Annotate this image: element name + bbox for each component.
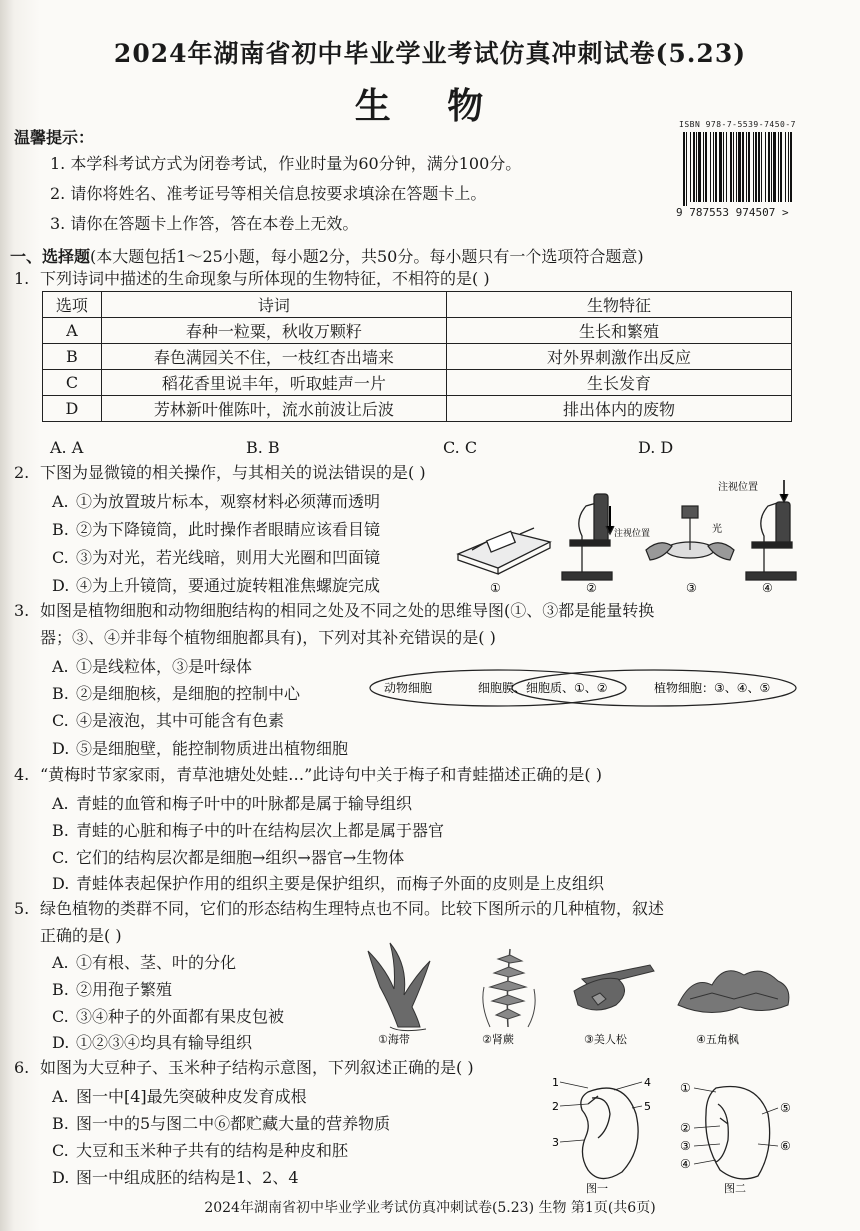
question-number: 4. bbox=[14, 765, 30, 784]
question-stem: 绿色植物的类群不同，它们的形态结构生理特点也不同。比较下图所示的几种植物，叙述 bbox=[40, 899, 665, 918]
option-a bbox=[52, 791, 412, 814]
option-text: 青蛙体表起保护作用的组织主要是保护组织，而梅子外面的皮则是上皮组织 bbox=[76, 874, 605, 893]
leader-lines bbox=[560, 1082, 642, 1142]
option-text: ⑤是细胞壁，能控制物质进出植物细胞 bbox=[76, 739, 349, 758]
barcode-bar bbox=[733, 132, 734, 202]
seed-label: ① bbox=[680, 1081, 691, 1095]
question-4 bbox=[14, 764, 602, 786]
fig-label: ③ bbox=[686, 581, 697, 595]
answer-option: C. C bbox=[443, 438, 478, 457]
tip-item: 1. 本学科考试方式为闭卷考试，作业时量为60分钟，满分100分。 bbox=[50, 154, 522, 173]
maple-icon bbox=[678, 971, 789, 1013]
microscope-lower-icon bbox=[562, 494, 614, 580]
question-3 bbox=[14, 600, 654, 622]
table-cell: 春种一粒粟，秋收万颗籽 bbox=[101, 318, 446, 344]
option-text: 图一中组成胚的结构是1、2、4 bbox=[76, 1168, 299, 1187]
option-d bbox=[52, 573, 380, 596]
table-row bbox=[43, 396, 792, 422]
seed-label: ⑥ bbox=[780, 1139, 791, 1153]
option-c bbox=[52, 1138, 348, 1161]
option-d bbox=[52, 1165, 299, 1188]
question-number: 2. bbox=[14, 463, 30, 482]
barcode-bar bbox=[698, 132, 701, 202]
venn-middle-label: 细胞膜、细胞质、①、② bbox=[478, 681, 608, 695]
barcode-bar bbox=[753, 132, 754, 202]
pine-icon bbox=[574, 965, 654, 1010]
table-cell: C bbox=[43, 370, 102, 396]
table-cell: A bbox=[43, 318, 102, 344]
tip-item: 3. 请你在答题卡上作答，答在本卷上无效。 bbox=[50, 214, 359, 233]
option-c bbox=[52, 545, 380, 568]
option-letter: A. bbox=[52, 953, 69, 972]
barcode-bar bbox=[780, 132, 782, 202]
option-c bbox=[52, 845, 404, 868]
q1-table bbox=[42, 291, 792, 422]
option-letter: B. bbox=[52, 980, 69, 999]
microscope-raise-icon bbox=[746, 480, 796, 580]
tip-item: 2. 请你将姓名、准考证号等相关信息按要求填涂在答题卡上。 bbox=[50, 184, 487, 203]
option-text: ④为上升镜筒，要通过旋转粗准焦螺旋完成 bbox=[76, 576, 381, 595]
barcode-bar bbox=[785, 132, 786, 202]
table-cell: 生长发育 bbox=[446, 370, 791, 396]
plant-label: ④五角枫 bbox=[696, 1033, 739, 1046]
option-a bbox=[52, 1084, 307, 1107]
fig-note: 注视位置 bbox=[614, 529, 651, 539]
question-stem: 下图为显微镜的相关操作，与其相关的说法错误的是( ) bbox=[40, 463, 426, 482]
table-cell: B bbox=[43, 344, 102, 370]
option-letter: A. bbox=[52, 794, 69, 813]
option-text: ③④种子的外面都有果皮包被 bbox=[76, 1007, 285, 1026]
barcode-bar bbox=[771, 132, 772, 202]
table-cell: 芳林新叶催陈叶，流水前波让后波 bbox=[101, 396, 446, 422]
table-cell: D bbox=[43, 396, 102, 422]
option-c bbox=[52, 1004, 284, 1027]
answer-option: D. D bbox=[638, 438, 674, 457]
option-letter: A. bbox=[52, 657, 69, 676]
question-number: 5. bbox=[14, 899, 30, 918]
seed-label: 5 bbox=[644, 1100, 651, 1113]
answer-option: A. A bbox=[50, 438, 84, 457]
option-letter: C. bbox=[52, 1141, 69, 1160]
barcode-bar bbox=[773, 132, 776, 202]
table-cell: 稻花香里说丰年，听取蛙声一片 bbox=[101, 370, 446, 396]
tips-heading: 温馨提示： bbox=[14, 128, 95, 147]
isbn-number: 9 787553 974507 > bbox=[676, 206, 789, 219]
option-letter: A. bbox=[52, 1087, 69, 1106]
question-number: 1. bbox=[14, 269, 30, 288]
barcode-bar bbox=[719, 132, 722, 202]
option-b bbox=[52, 517, 380, 540]
answer-option: B. B bbox=[246, 438, 280, 457]
option-text: ②用孢子繁殖 bbox=[76, 980, 173, 999]
fig-label: ② bbox=[586, 581, 597, 595]
table-cell: 生长和繁殖 bbox=[446, 318, 791, 344]
question-stem: 下列诗词中描述的生命现象与所体现的生物特征，不相符的是( ) bbox=[40, 269, 490, 288]
seed-figure bbox=[548, 1074, 800, 1194]
seed-label: ④ bbox=[680, 1157, 691, 1171]
figure-caption: 图二 bbox=[724, 1182, 746, 1194]
barcode-bar bbox=[758, 132, 760, 202]
question-6 bbox=[14, 1057, 474, 1079]
plant-label: ③美人松 bbox=[584, 1033, 627, 1046]
barcode-bar bbox=[730, 132, 732, 202]
option-letter: C. bbox=[52, 711, 69, 730]
option-text: ②是细胞核，是细胞的控制中心 bbox=[76, 684, 301, 703]
question-stem-continued: 正确的是( ) bbox=[40, 926, 122, 945]
option-text: 它们的结构层次都是细胞→组织→器官→生物体 bbox=[76, 848, 405, 867]
isbn-label: ISBN 978-7-5539-7450-7 bbox=[679, 120, 796, 129]
option-letter: A. bbox=[52, 492, 69, 511]
option-letter: C. bbox=[52, 848, 69, 867]
barcode-bar bbox=[683, 132, 685, 206]
barcode-bar bbox=[761, 132, 762, 202]
barcode-bar bbox=[726, 132, 727, 202]
bean-seed-icon bbox=[581, 1088, 638, 1178]
question-stem: 如图是植物细胞和动物细胞结构的相同之处及不同之处的思维导图(①、③都是能量转换 bbox=[40, 601, 655, 620]
option-text: ②为下降镜筒，此时操作者眼睛应该看目镜 bbox=[76, 520, 381, 539]
venn-right-label: 植物细胞：③、④、⑤ bbox=[654, 681, 771, 695]
question-5 bbox=[14, 898, 664, 920]
corn-seed-icon bbox=[706, 1086, 770, 1178]
barcode-bar bbox=[693, 132, 695, 202]
barcode-bar bbox=[778, 132, 779, 202]
option-b bbox=[52, 818, 444, 841]
table-cell: 对外界刺激作出反应 bbox=[446, 344, 791, 370]
section-title: 一、选择题 bbox=[10, 247, 91, 266]
exam-title: 2024年湖南省初中毕业学业考试仿真冲刺试卷(5.23) bbox=[113, 39, 747, 68]
barcode-bar bbox=[703, 132, 704, 202]
barcode-bar bbox=[686, 132, 687, 206]
kelp-icon bbox=[368, 943, 430, 1031]
barcode-bar bbox=[742, 132, 744, 202]
barcode-bar bbox=[768, 132, 770, 202]
section-note: (本大题包括1～25小题，每小题2分，共50分。每小题只有一个选项符合题意) bbox=[90, 247, 644, 266]
barcode-bar bbox=[736, 132, 737, 202]
option-letter: C. bbox=[52, 1007, 69, 1026]
barcode-bar bbox=[723, 132, 724, 202]
barcode-bar bbox=[715, 132, 717, 202]
table-cell: 排出体内的废物 bbox=[446, 396, 791, 422]
option-b bbox=[52, 681, 300, 704]
question-stem-continued: 器；③、④并非每个植物细胞都具有)，下列对其补充错误的是( ) bbox=[40, 628, 496, 647]
seed-label: 1 bbox=[552, 1076, 559, 1089]
option-letter: B. bbox=[52, 684, 69, 703]
option-text: ①②③④均具有输导组织 bbox=[76, 1033, 253, 1052]
option-text: ③为对光，若光线暗，则用大光圈和凹面镜 bbox=[76, 548, 381, 567]
seed-label: 3 bbox=[552, 1136, 559, 1149]
fig-label: ① bbox=[490, 581, 501, 595]
plants-figure bbox=[360, 935, 800, 1047]
fern-icon bbox=[483, 949, 535, 1027]
option-text: 图一中[4]最先突破种皮发育成根 bbox=[76, 1087, 307, 1106]
option-letter: B. bbox=[52, 520, 69, 539]
microscope-figure bbox=[450, 476, 800, 598]
option-letter: D. bbox=[52, 1168, 70, 1187]
plant-label: ②肾蕨 bbox=[482, 1033, 514, 1046]
barcode-bar bbox=[710, 132, 711, 202]
seed-label: ⑤ bbox=[780, 1101, 791, 1115]
barcode-bar bbox=[696, 132, 697, 202]
venn-left-label: 动物细胞 bbox=[384, 681, 433, 695]
barcode-bar bbox=[765, 132, 766, 202]
table-row bbox=[43, 318, 792, 344]
section-heading bbox=[10, 244, 644, 267]
option-c bbox=[52, 708, 284, 731]
barcode-bar bbox=[748, 132, 750, 202]
option-a bbox=[52, 950, 236, 973]
barcode-bar bbox=[790, 132, 792, 202]
leader-lines bbox=[694, 1088, 778, 1164]
figure-caption: 图一 bbox=[586, 1182, 608, 1194]
plant-label: ①海带 bbox=[378, 1033, 410, 1046]
barcode-icon bbox=[681, 132, 793, 206]
question-1 bbox=[14, 268, 490, 290]
slide-stage-icon bbox=[458, 528, 550, 574]
subject-title: 生 物 bbox=[354, 85, 506, 127]
option-letter: B. bbox=[52, 821, 69, 840]
option-a bbox=[52, 489, 380, 512]
fig-note: 光 bbox=[712, 524, 722, 535]
question-2 bbox=[14, 462, 426, 484]
barcode-bar bbox=[746, 132, 747, 202]
option-letter: D. bbox=[52, 1033, 70, 1052]
option-text: ①有根、茎、叶的分化 bbox=[76, 953, 237, 972]
fig-note: 注视位置 bbox=[718, 482, 758, 493]
option-d bbox=[52, 736, 348, 759]
table-header: 诗词 bbox=[101, 292, 446, 318]
question-stem: “黄梅时节家家雨，青草池塘处处蛙…”此诗句中关于梅子和青蛙描述正确的是( ) bbox=[40, 765, 602, 784]
table-row bbox=[43, 344, 792, 370]
option-text: ①为放置玻片标本，观察材料必须薄而透明 bbox=[76, 492, 381, 511]
option-letter: C. bbox=[52, 548, 69, 567]
barcode-bar bbox=[690, 132, 691, 202]
barcode-bar bbox=[755, 132, 757, 202]
option-d bbox=[52, 871, 604, 894]
table-header: 生物特征 bbox=[446, 292, 791, 318]
option-text: ④是液泡，其中可能含有色素 bbox=[76, 711, 285, 730]
question-number: 3. bbox=[14, 601, 30, 620]
option-letter: B. bbox=[52, 1114, 69, 1133]
option-text: 青蛙的心脏和梅子中的叶在结构层次上都是属于器官 bbox=[76, 821, 445, 840]
table-row bbox=[43, 370, 792, 396]
question-stem: 如图为大豆种子、玉米种子结构示意图，下列叙述正确的是( ) bbox=[40, 1058, 474, 1077]
option-text: 图一中的5与图二中⑥都贮藏大量的营养物质 bbox=[76, 1114, 391, 1133]
seed-label: ③ bbox=[680, 1139, 691, 1153]
barcode-bar bbox=[788, 132, 789, 202]
option-text: 青蛙的血管和梅子叶中的叶脉都是属于输导组织 bbox=[76, 794, 413, 813]
option-letter: D. bbox=[52, 739, 70, 758]
table-header-row bbox=[43, 292, 792, 318]
page-footer: 2024年湖南省初中毕业学业考试仿真冲刺试卷(5.23) 生物 第1页(共6页) bbox=[204, 1200, 656, 1216]
option-d bbox=[52, 1030, 252, 1053]
barcode-bar bbox=[705, 132, 707, 202]
seed-label: 2 bbox=[552, 1100, 559, 1113]
option-a bbox=[52, 654, 252, 677]
option-letter: D. bbox=[52, 576, 70, 595]
table-header: 选项 bbox=[43, 292, 102, 318]
seed-label: ② bbox=[680, 1121, 691, 1135]
table-cell: 春色满园关不住，一枝红杏出墙来 bbox=[101, 344, 446, 370]
cell-venn-diagram bbox=[368, 666, 800, 710]
option-b bbox=[52, 977, 172, 1000]
question-number: 6. bbox=[14, 1058, 30, 1077]
option-text: 大豆和玉米种子共有的结构是种皮和胚 bbox=[76, 1141, 349, 1160]
barcode-bar bbox=[738, 132, 741, 202]
option-letter: D. bbox=[52, 874, 70, 893]
option-b bbox=[52, 1111, 390, 1134]
fig-label: ④ bbox=[762, 581, 773, 595]
barcode-bar bbox=[713, 132, 714, 202]
seed-label: 4 bbox=[644, 1076, 651, 1089]
option-text: ①是线粒体，③是叶绿体 bbox=[76, 657, 253, 676]
